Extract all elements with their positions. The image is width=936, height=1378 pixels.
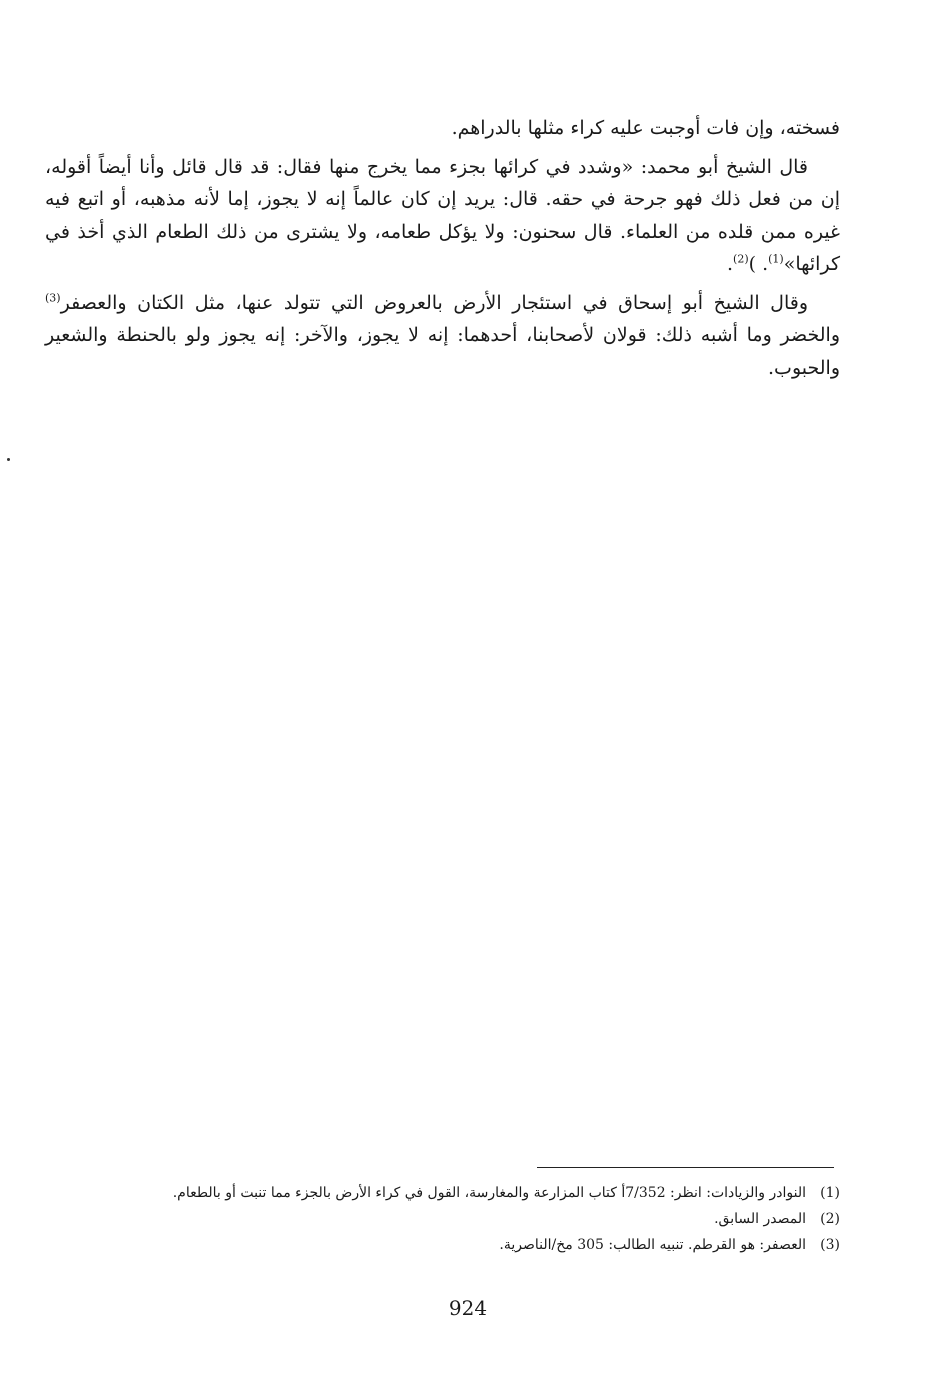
footnote-2	[45, 1206, 840, 1232]
paragraph-3-text-a: وقال الشيخ أبو إسحاق في استئجار الأرض بالعروض التي تتولد عنها، مثل الكتان والعصفر	[60, 291, 808, 314]
paragraph-1	[45, 112, 840, 145]
paragraph-2-end: .	[726, 253, 734, 275]
page-number: 924	[448, 1296, 488, 1320]
paragraph-2-mid: . )	[748, 253, 769, 275]
footnotes-section	[45, 1180, 840, 1258]
footnote-3	[45, 1232, 840, 1258]
footnote-ref-1[interactable]: (1)	[768, 252, 784, 266]
footnote-ref-3[interactable]: (3)	[45, 291, 61, 305]
footnote-2-number: (2)	[820, 1211, 840, 1227]
footnote-3-text: العصفر: هو القرطم. تنبيه الطالب: 305 مخ/الناصرية.	[499, 1237, 806, 1253]
paragraph-2-text: قال الشيخ أبو محمد: «وشدد في كرائها بجزء مما يخرج منها فقال: قد قال قائل وأنا أيضاً أقوله، إن من فعل ذلك فهو جرحة في حقه. قال: يريد إن كان عالماً إنه لا يجوز، إما لأنه مذهبه، أو اتبع فيه غيره ممن قلده من العلماء. قال سحنون: ولا يؤكل طعامه، ولا يشترى من ذلك الطعام الذي أخذ في كرائها»	[45, 155, 840, 275]
footnote-divider	[537, 1167, 834, 1168]
footnote-1	[45, 1180, 840, 1206]
footnote-1-text: النوادر والزيادات: انظر: 7/352أ كتاب المزارعة والمغارسة، القول في كراء الأرض بالجزء مما تنبت أو بالطعام.	[172, 1185, 806, 1201]
footnote-1-number: (1)	[820, 1185, 840, 1201]
paragraph-2	[45, 151, 840, 281]
footnote-3-number: (3)	[820, 1237, 840, 1253]
main-text-block	[45, 112, 840, 390]
paragraph-3-text-b: والخضر وما أشبه ذلك: قولان لأصحابنا، أحدهما: إنه لا يجوز، والآخر: إنه يجوز ولو بالحنطة والشعير والحبوب.	[45, 324, 840, 379]
footnote-2-text: المصدر السابق.	[714, 1211, 806, 1227]
paragraph-3	[45, 287, 840, 385]
footnote-ref-2[interactable]: (2)	[733, 252, 749, 266]
paragraph-1-text: فسخته، وإن فات أوجبت عليه كراء مثلها بالدراهم.	[451, 117, 840, 139]
scan-speck	[7, 458, 10, 461]
